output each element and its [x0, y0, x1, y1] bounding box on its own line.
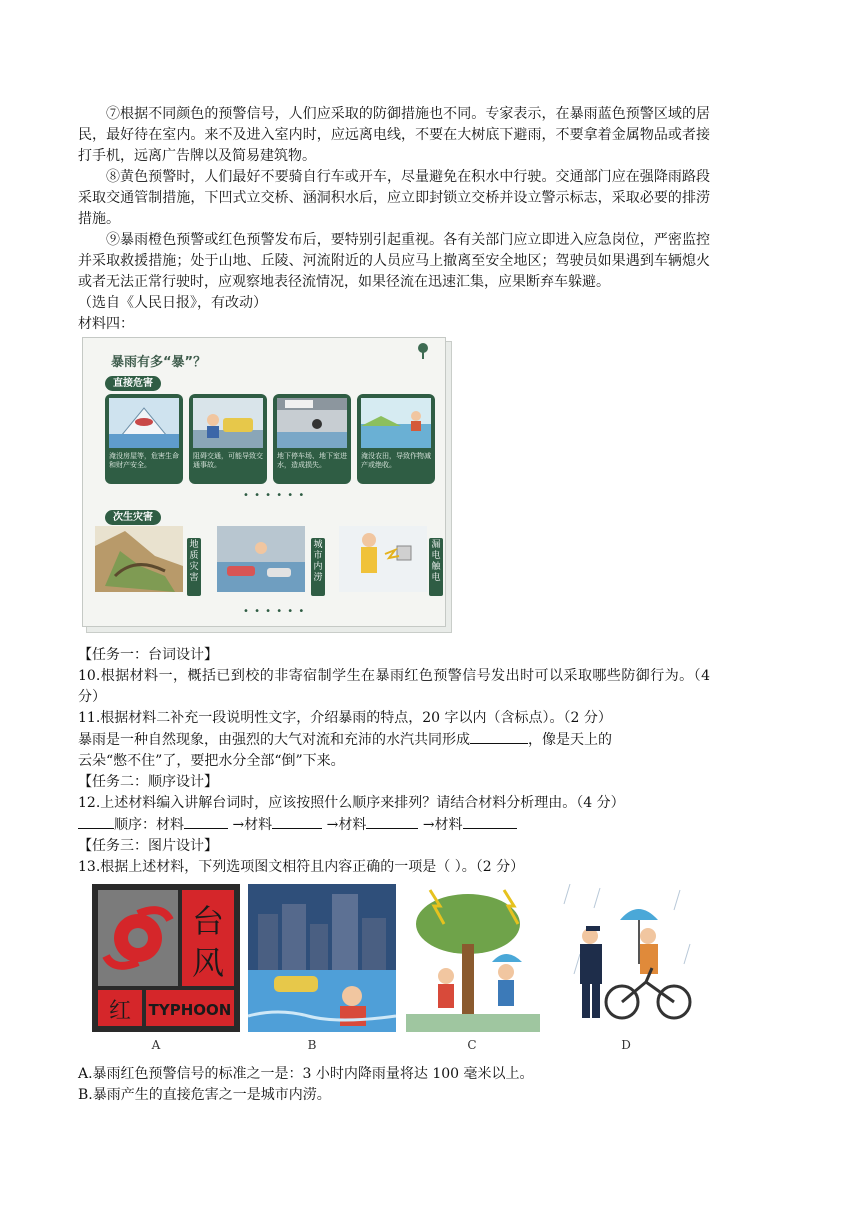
question-12: 12.上述材料编入讲解台词时，应该按照什么顺序来排列？请结合材料分析理由。（4 分）: [78, 795, 625, 811]
direct-harm-tag: 直接危害: [105, 376, 161, 391]
landslide-illustration: [95, 526, 183, 592]
option-b: B.暴雨产生的直接危害之一是城市内涝。: [78, 1087, 331, 1103]
figure-caption-a: A: [151, 1038, 161, 1052]
arrow-label: →材料: [326, 817, 367, 833]
secondary-label-1: 地质灾害: [187, 538, 201, 596]
typhoon-red-warning-sign: [92, 884, 240, 1032]
secondary-label-3: 漏电触电: [429, 538, 443, 596]
pin-icon: [415, 342, 431, 360]
traffic-accident-illustration: [193, 398, 263, 448]
card-text: 淹没房屋等，危害生命和财产安全。: [109, 452, 179, 469]
material-4-label: 材料四：: [78, 316, 134, 332]
answer-blank[interactable]: [78, 814, 114, 829]
traffic-officer-cartoon: [560, 884, 700, 1032]
direct-card-1: [105, 394, 183, 484]
panel-title: 暴雨有多“暴”？: [111, 355, 207, 370]
card-text: 阻碍交通，可能导致交通事故。: [193, 452, 263, 469]
question-11-text-2: 云朵“憋不住”了，要把水分全部“倒”下来。: [78, 753, 345, 769]
figure-caption-c: C: [467, 1038, 477, 1052]
order-answer-line: [78, 814, 710, 836]
option-a: A.暴雨红色预警信号的标准之一是：3 小时内降雨量将达 100 毫米以上。: [78, 1066, 534, 1082]
electric-shock-illustration: [339, 526, 427, 592]
task-2-header: 【任务二：顺序设计】: [78, 774, 218, 790]
question-11-text: [78, 729, 710, 751]
sign-en-text: TYPHOON: [148, 1001, 232, 1019]
infographic-panel: [82, 337, 454, 635]
arrow-label: →材料: [232, 817, 273, 833]
answer-blank[interactable]: [366, 814, 418, 829]
urban-flood-illustration: [217, 526, 305, 592]
option-figures: [78, 884, 710, 1064]
sign-char-1: 台: [191, 902, 225, 940]
question-10: 10.根据材料一，概括已到校的非寄宿制学生在暴雨红色预警信号发出时可以采取哪些防御行为。（4 分）: [78, 668, 710, 705]
paragraph-8: ⑧黄色预警时，人们最好不要骑自行车或开车，尽量避免在积水中行驶。交通部门应在强降雨路段采取交通管制措施，下凹式立交桥、涵洞积水后，应立即封锁立交桥并设立警示标志，采取必要的排涝措施。: [78, 169, 710, 227]
paragraph-7: ⑦根据不同颜色的预警信号，人们应采取的防御措施也不同。专家表示，在暴雨蓝色预警区域的居民，最好待在室内。来不及进入室内时，应远离电线，不要在大树底下避雨，不要拿着金属物品或者接打手机，远离广告牌以及简易建筑物。: [78, 106, 710, 164]
card-text: 地下停车场、地下室进水，造成损失。: [277, 452, 347, 469]
answer-blank[interactable]: [184, 814, 228, 829]
question-11: 11.根据材料二补充一段说明性文字，介绍暴雨的特点，20 字以内（含标点）。（2 分）: [78, 710, 612, 726]
document-body: [78, 104, 710, 1106]
tree-shelter-cartoon: [406, 884, 540, 1032]
figure-caption-d: D: [621, 1038, 631, 1052]
answer-blank[interactable]: [470, 729, 528, 744]
task-3-header: 【任务三：图片设计】: [78, 838, 218, 854]
carousel-dots-2[interactable]: • • • • • •: [243, 606, 306, 617]
arrow-label: →材料: [422, 817, 463, 833]
urban-flood-cartoon: [248, 884, 396, 1032]
paragraph-9: ⑨暴雨橙色预警或红色预警发布后，要特别引起重视。各有关部门应立即进入应急岗位，严密监控并采取救援措施；处于山地、丘陵、河流附近的人员应马上撤离至安全地区；驾驶员如果遇到车辆熄火或者无法正常行驶时，应观察地表径流情况，如果径流在迅速汇集，应果断弃车躲避。: [78, 232, 710, 290]
card-text: 淹没农田，导致作物减产或绝收。: [361, 452, 431, 469]
underground-flood-illustration: [277, 398, 347, 448]
order-label: 顺序：材料: [114, 817, 184, 833]
secondary-label-2: 城市内涝: [311, 538, 325, 596]
direct-card-4: [357, 394, 435, 484]
sign-char-2: 风: [191, 944, 225, 982]
direct-card-2: [189, 394, 267, 484]
sign-char-3: 红: [108, 999, 132, 1024]
carousel-dots[interactable]: • • • • • •: [243, 490, 306, 501]
panel-card: [82, 337, 446, 627]
task-1-header: 【任务一：台词设计】: [78, 647, 218, 663]
direct-card-3: [273, 394, 351, 484]
source-note: （选自《人民日报》，有改动）: [78, 295, 267, 311]
figure-caption-b: B: [307, 1038, 317, 1052]
answer-blank[interactable]: [272, 814, 322, 829]
secondary-disaster-tag: 次生灾害: [105, 510, 161, 525]
farmland-flood-illustration: [361, 398, 431, 448]
q11-text-b: ，像是天上的: [528, 732, 612, 748]
answer-blank[interactable]: [463, 814, 517, 829]
q11-text-a: 暴雨是一种自然现象，由强烈的大气对流和充沛的水汽共同形成: [78, 732, 470, 748]
question-13: 13.根据上述材料，下列选项图文相符且内容正确的一项是（ ）。（2 分）: [78, 859, 525, 875]
flood-house-illustration: [109, 398, 179, 448]
